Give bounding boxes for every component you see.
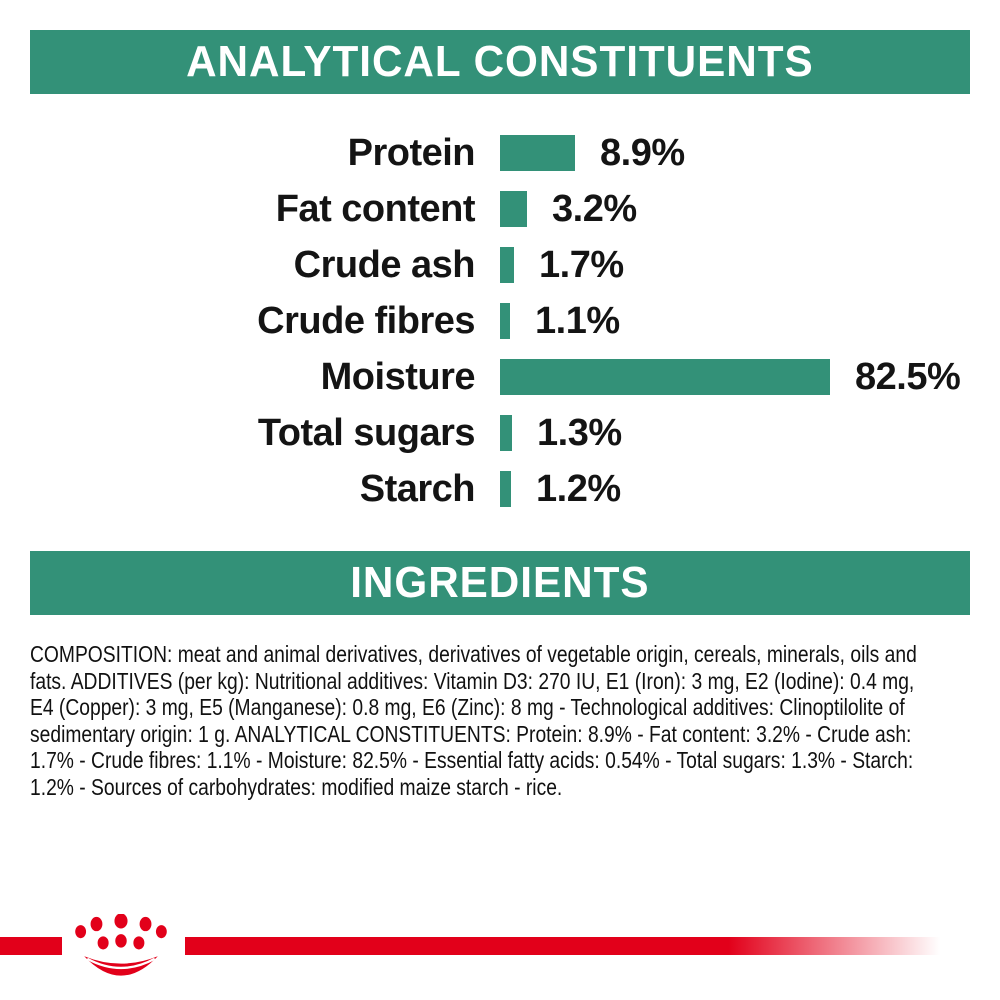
chart-row	[0, 181, 1000, 237]
composition-line: COMPOSITION: meat and animal derivatives, derivatives of vegetable origin, cereals, minerals, oils and	[30, 641, 917, 667]
composition-line: 1.2% - Sources of carbohydrates: modified maize starch - rice.	[30, 773, 563, 800]
chart-value-label: 3.2%	[552, 187, 637, 230]
royal-canin-crown-paw-icon	[74, 914, 168, 980]
chart-bar	[500, 135, 575, 171]
analytical-constituents-bar-chart	[0, 125, 1000, 517]
chart-bar	[500, 303, 510, 339]
chart-row	[0, 293, 1000, 349]
chart-bar	[500, 471, 511, 507]
composition-line: fats. ADDITIVES (per kg): Nutritional additives: Vitamin D3: 270 IU, E1 (Iron): 3 mg, E2 (Iodine): 0.4 mg,	[30, 667, 915, 694]
chart-value-label: 82.5%	[855, 355, 961, 398]
chart-bar	[500, 247, 514, 283]
composition-line: sedimentary origin: 1 g. ANALYTICAL CONSTITUENTS: Protein: 8.9% - Fat content: 3.2% - Crude ash:	[30, 720, 912, 747]
chart-category-label: Protein	[347, 131, 475, 174]
chart-row	[0, 125, 1000, 181]
chart-row	[0, 349, 1000, 405]
chart-category-label: Fat content	[275, 187, 475, 230]
chart-value-label: 1.7%	[539, 243, 624, 286]
chart-row	[0, 405, 1000, 461]
composition-line: E4 (Copper): 3 mg, E5 (Manganese): 0.8 mg, E6 (Zinc): 8 mg - Technological additives: Clinoptilolite of	[30, 694, 905, 720]
chart-value-label: 1.2%	[536, 467, 621, 510]
analytical-constituents-title: ANALYTICAL CONSTITUENTS	[186, 37, 814, 86]
footer-red-bar-left	[0, 937, 62, 955]
chart-value-label: 1.3%	[537, 411, 622, 454]
footer-red-bar-fade	[185, 937, 940, 955]
composition-line: 1.7% - Crude fibres: 1.1% - Moisture: 82.5% - Essential fatty acids: 0.54% - Total sugars: 1.3% - Starch:	[30, 747, 914, 773]
chart-category-label: Total sugars	[257, 411, 475, 454]
chart-bar	[500, 359, 830, 395]
chart-row	[0, 461, 1000, 517]
chart-category-label: Starch	[359, 467, 475, 510]
chart-bar	[500, 415, 512, 451]
chart-category-label: Moisture	[320, 355, 475, 398]
chart-value-label: 8.9%	[600, 131, 685, 174]
chart-bar	[500, 191, 527, 227]
chart-category-label: Crude fibres	[257, 299, 475, 342]
chart-category-label: Crude ash	[293, 243, 475, 286]
ingredients-title: INGREDIENTS	[350, 558, 650, 607]
composition-text	[30, 641, 965, 800]
ingredients-banner	[30, 551, 970, 615]
chart-value-label: 1.1%	[535, 299, 620, 342]
analytical-constituents-banner	[30, 30, 970, 94]
chart-row	[0, 237, 1000, 293]
